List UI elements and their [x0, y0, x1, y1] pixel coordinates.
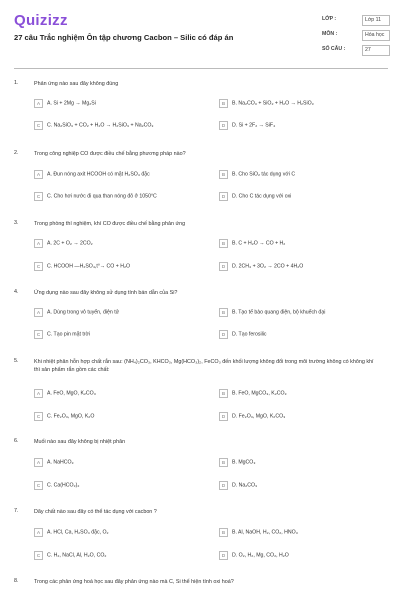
question-2: [14, 150, 394, 200]
question-text: Trong phòng thí nghiệm, khí CO được điều chế bằng phản ứng: [34, 221, 186, 227]
question-text: Phản ứng nào sau đây không đúng: [34, 81, 119, 87]
option-d[interactable]: D D. Fe₂O₃, MgO, K₂CO₃: [219, 412, 384, 424]
question-1: [14, 80, 394, 129]
question-6: [14, 438, 394, 489]
option-d[interactable]: D D. Na₂CO₃: [219, 481, 384, 493]
subject-label: MÔN :: [322, 31, 338, 37]
page-title: 27 câu Trắc nghiệm Ôn tập chương Cacbon – Silic có đáp án: [14, 33, 234, 42]
header-divider: [14, 68, 388, 69]
option-b[interactable]: B B. Cho SiO₂ tác dụng với C: [219, 170, 384, 182]
option-d[interactable]: D D. Tạo ferosilic: [219, 330, 384, 342]
option-b[interactable]: B B. C + H₂O → CO + H₂: [219, 239, 384, 251]
option-a[interactable]: A A. HCl, Ca, H₂SO₄ đặc, O₂: [34, 528, 199, 540]
grade-label: LỚP :: [322, 16, 337, 22]
option-b[interactable]: B B. Al, NaOH, H₂, CO₂, HNO₃: [219, 528, 384, 540]
option-d[interactable]: D D. O₂, H₂, Mg, CO₂, H₂O: [219, 551, 384, 563]
question-text: Dãy chất nào sau đây có thể tác dụng với cacbon ?: [34, 509, 157, 515]
question-number: 5.: [14, 358, 19, 364]
subject-field: [322, 31, 385, 38]
option-b[interactable]: B B. FeO, MgCO₃, K₂CO₃: [219, 389, 384, 401]
option-b[interactable]: B B. Na₂CO₃ + SiO₂ + H₂O → H₂SiO₃: [219, 99, 384, 111]
question-4: [14, 289, 394, 338]
option-c[interactable]: C C. H₂, NaCl, Al, H₂O, CO₂: [34, 551, 199, 563]
option-c[interactable]: C C. Fe₂O₃, MgO, K₂O: [34, 412, 199, 424]
option-c[interactable]: C C. Ca(HCO₃)₂: [34, 481, 199, 493]
question-text: Trong công nghiệp CO được điều chế bằng phương pháp nào?: [34, 151, 186, 157]
grade-value: Lớp 11: [362, 15, 390, 26]
option-d[interactable]: D D. Cho C tác dụng với oxi: [219, 192, 384, 204]
option-a[interactable]: A A. Đun nóng axit HCOOH có mặt H₂SO₄ đặc: [34, 170, 199, 182]
option-c[interactable]: C C. Tạo pin mặt trời: [34, 330, 199, 342]
option-c[interactable]: C C. Cho hơi nước đi qua than nóng đỏ ở 1050°C: [34, 192, 199, 204]
quizizz-logo: Quizizz: [14, 12, 68, 29]
option-a[interactable]: A A. Dùng trong vô tuyến, điện tử: [34, 308, 199, 320]
count-value: 27: [362, 45, 390, 56]
question-text: Ứng dụng nào sau đây không sử dụng tính bán dẫn của Si?: [34, 290, 178, 296]
option-b[interactable]: B B. Tạo tế bào quang điện, bộ khuếch đại: [219, 308, 384, 320]
question-5: [14, 358, 394, 420]
grade-field: [322, 16, 381, 23]
option-c[interactable]: C C. HCOOH —H₂SO₄,t°→ CO + H₂O: [34, 262, 199, 274]
option-c[interactable]: C C. Na₂SiO₃ + CO₂ + H₂O → H₂SiO₃ + Na₂CO₃: [34, 121, 199, 133]
question-8: [14, 578, 394, 590]
question-number: 6.: [14, 438, 19, 444]
question-number: 4.: [14, 289, 19, 295]
question-3: [14, 220, 394, 270]
question-number: 7.: [14, 508, 19, 514]
question-7: [14, 508, 394, 559]
option-a[interactable]: A A. FeO, MgO, K₂CO₃: [34, 389, 199, 401]
question-text: Trong các phản ứng hoá học sau đây phản ứng nào mà C, Si thể hiện tính oxi hoá?: [34, 579, 234, 585]
question-number: 3.: [14, 220, 19, 226]
question-text: Khi nhiệt phân hỗn hợp chất rắn sau: (NH₄)₂CO₃, KHCO₃, Mg(HCO₃)₂, FeCO₃ đến khối lượng không đổi trong môi trường không có không khí thì sản phẩm rắn gồm các chất:: [34, 359, 374, 373]
option-d[interactable]: D D. 2CH₄ + 3O₂ → 2CO + 4H₂O: [219, 262, 384, 274]
option-b[interactable]: B B. MgCO₃: [219, 458, 384, 470]
subject-value: Hóa học: [362, 30, 390, 41]
option-a[interactable]: A A. 2C + O₂ → 2CO₂: [34, 239, 199, 251]
question-number: 8.: [14, 578, 19, 584]
question-number: 1.: [14, 80, 19, 86]
count-field: [322, 46, 371, 53]
question-number: 2.: [14, 150, 19, 156]
question-text: Muối nào sau đây không bị nhiệt phân: [34, 439, 126, 445]
option-d[interactable]: D D. Si + 2F₂ → SiF₄: [219, 121, 384, 133]
option-a[interactable]: A A. Si + 2Mg → Mg₂Si: [34, 99, 199, 111]
count-label: SỐ CÂU :: [322, 46, 346, 52]
option-a[interactable]: A A. NaHCO₃: [34, 458, 199, 470]
